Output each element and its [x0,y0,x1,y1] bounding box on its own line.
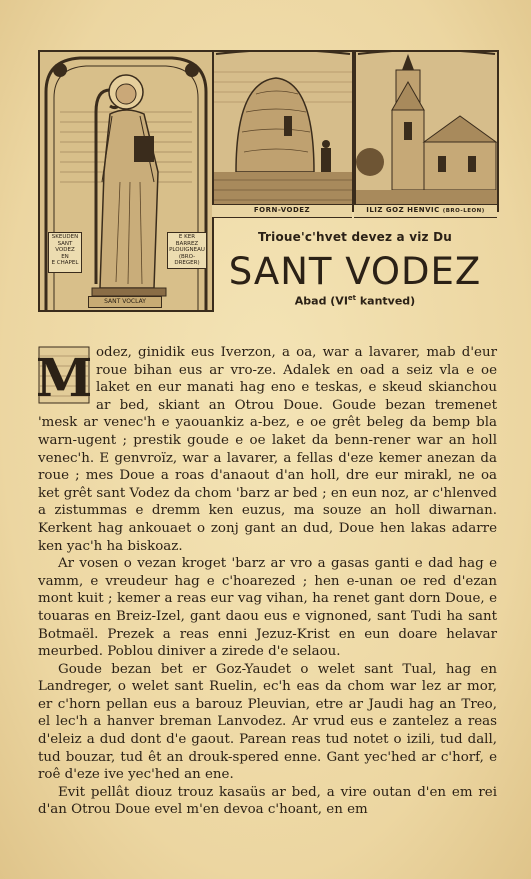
drop-cap-letter: M [38,348,90,404]
date-subtitle: Trioue'c'hvet devez a viz Du [257,230,453,244]
iliz-henvic-engraving [354,50,499,212]
era-prefix: Abad (VI [294,294,348,308]
paragraph-3: Goude bezan bet er Goz-Yaudet o welet sant Tual, hag en Landreger, o welet sant Ruelin, ec'h eas da chom war lez ar mor, er c'horn pellan eus a barouz Pleuvian, etre ar Jaudi hag an Treo, el lec'h a hanver breman Lanvodez. Ar vrud eus e zantelez a reas d'eleiz a dud dont d'e gaout. Parean reas tud notet o izili, tud dall, tud bouzar, tud êt an drouk-spered enne. Gant yec'hed ar c'horf, e roê d'eze ive yec'hed an ene. [38,661,497,783]
paragraph-1: odez, ginidik eus Iverzon, a oa, war a lavarer, mab d'eur roue bihan eus ar vro-ze. Adalek en oad a seiz vla e oe laket en eur manati hag eno e teskas, e skeud skianchou ar bed, skiant an Otrou Doue. Goude bezan tremenet 'mesk ar venec'h e yaouankiz a-bez, e oe grêt beleg da bemp bla warn-ugent ; prestik goude e oe laket da benn-rener war an holl venec'h. E genvroïz, war a lavarer, a fellas d'eze kemer anezan da roue ; mes Doue a roas d'anaout d'an holl, dre eur mirakl, ne oa ket grêt sant Vodez da chom 'barz ar bed ; en eun noz, ar c'hlenved a zistummas e dremm ken euzus, ma souze an holl diwarnan. Kerkent hag ankouaet o zonj gant an dud, Doue hen lakas adarre ken yac'h ha biskoaz. [38,345,497,554]
era-suffix: kantved) [356,294,416,308]
era-line [213,294,497,308]
title-block [213,220,497,310]
era-sup: et [347,294,357,302]
label-line: PLOUIGNEAU [169,247,205,254]
caption-iliz-henvic [354,204,497,218]
saint-vodez-engraving [38,50,214,312]
saint-title: SANT VODEZ [228,250,482,293]
label-line: SANT [57,240,73,247]
label-line: EN [61,253,69,260]
article-body [38,344,497,819]
drop-cap-ornament [38,346,90,404]
saint-label-right [167,232,207,269]
forn-vodez-engraving [212,50,354,212]
paragraph-4: Evit pellât diouz trouz kasaüs ar bed, a vire outan d'en em rei d'an Otrou Doue evel m'en devoa c'hoant, en em [38,784,497,818]
caption-main: ILIZ GOZ HENVIC [366,206,440,214]
saint-label-bottom: SANT VOCLAY [88,296,162,308]
label-line: VODEZ [55,247,75,254]
paragraph-2: Ar vosen o vezan kroget 'barz ar vro a gasas ganti e dad hag e vamm, e vreudeur hag e c'hoarezed ; hen e-unan oe red d'ezan mont kuit ; kemer a reas eur vag vihan, ha renet gant dorn Doue, e touaras en Breiz-Izel, gant daou eus e vignoned, sant Tudi ha sant Botmaël. Prezek a reas enni Jezuz-Krist en eun doare helavar meurbed. Poblou diniver a zirede d'e selaou. [38,556,497,660]
label-line: E CHAPEL [51,260,79,267]
label-line: SKEUDEN [51,234,79,240]
label-line: (BRO-DREGER) [174,253,200,267]
header-engraving [38,50,497,312]
label-line: E KER BARREZ [175,234,199,247]
caption-forn-vodez: FORN-VODEZ [212,204,352,218]
saint-label-left [48,232,82,273]
caption-small: (BRO-LEON) [442,208,485,214]
